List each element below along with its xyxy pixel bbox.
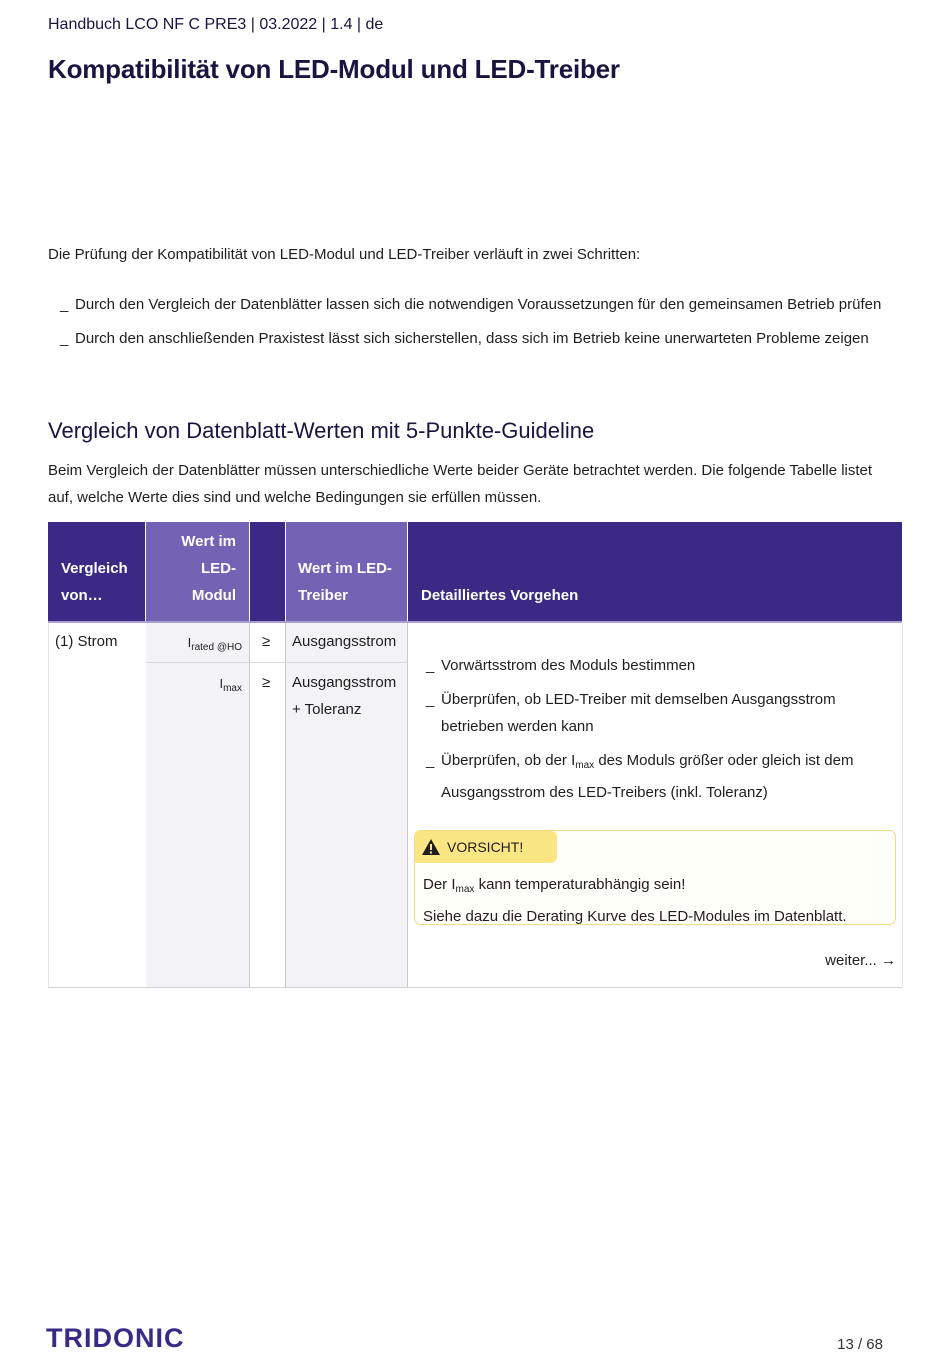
document-header: Handbuch LCO NF C PRE3 | 03.2022 | 1.4 | de xyxy=(48,16,384,33)
page-number: 13 / 68 xyxy=(837,1336,883,1353)
header-operator xyxy=(250,522,285,621)
caution-label: VORSICHT! xyxy=(447,839,524,855)
header-module-value: Wert im LED- Modul xyxy=(146,522,249,621)
caution-box xyxy=(414,830,896,925)
header-driver-value: Wert im LED- Treiber xyxy=(286,522,407,621)
continue-link[interactable]: weiter... → xyxy=(825,952,896,969)
column-compare xyxy=(48,623,147,987)
module-value-imax: $I_{max}$ xyxy=(219,676,242,694)
section-description: Beim Vergleich der Datenblätter müssen unterschiedliche Werte beider Geräte betrachtet werden. Die folgende Tabelle listet auf, welche Werte dies sind und welche Bedingungen sie erfüllen müssen. xyxy=(48,462,873,506)
caution-tag xyxy=(415,831,557,863)
driver-value-cell: Ausgangsstrom + Toleranz xyxy=(292,674,397,718)
category-cell: (1) Strom xyxy=(55,633,118,650)
list-item: _ Überprüfen, ob LED-Treiber mit demselben Ausgangsstrom betrieben werden kann xyxy=(426,691,836,735)
row-divider xyxy=(146,662,408,663)
list-item: _ Überprüfen, ob der $I_{max}$ des Moduls größer oder gleich ist dem Ausgangsstrom des LED-Treibers (inkl. Toleranz) xyxy=(426,752,854,801)
brand-logo: TRIDONIC xyxy=(46,1323,185,1353)
page-title: Kompatibilität von LED-Modul und LED-Treiber xyxy=(48,54,620,84)
operator-cell: ≥ xyxy=(262,633,271,650)
list-item: _ Vorwärtsstrom des Moduls bestimmen xyxy=(426,657,696,674)
list-item: _ Durch den Vergleich der Datenblätter lassen sich die notwendigen Voraussetzungen für den gemeinsamen Betrieb prüfen xyxy=(60,296,882,313)
module-value-irated: $I_{rated @HO}$ xyxy=(187,635,242,653)
operator-cell: ≥ xyxy=(262,674,271,691)
header-details: Detailliertes Vorgehen xyxy=(408,522,902,621)
steps-list xyxy=(60,295,881,363)
compatibility-table xyxy=(48,522,902,988)
caution-text: Der $I_{max}$ kann temperaturabhängig sein! Siehe dazu die Derating Kurve des LED-Modules im Datenblatt. xyxy=(423,876,847,925)
driver-value-cell: Ausgangsstrom xyxy=(292,633,397,650)
detail-steps xyxy=(426,652,886,813)
section-title: Vergleich von Datenblatt-Werten mit 5-Punkte-Guideline xyxy=(48,418,595,443)
list-item: _ Durch den anschließenden Praxistest lässt sich sicherstellen, dass sich im Betrieb keine unerwarteten Probleme zeigen xyxy=(60,330,869,347)
header-compare: Vergleich von… xyxy=(48,522,145,621)
warning-icon xyxy=(421,838,441,856)
intro-text: Die Prüfung der Kompatibilität von LED-Modul und LED-Treiber verläuft in zwei Schritten: xyxy=(48,246,641,263)
